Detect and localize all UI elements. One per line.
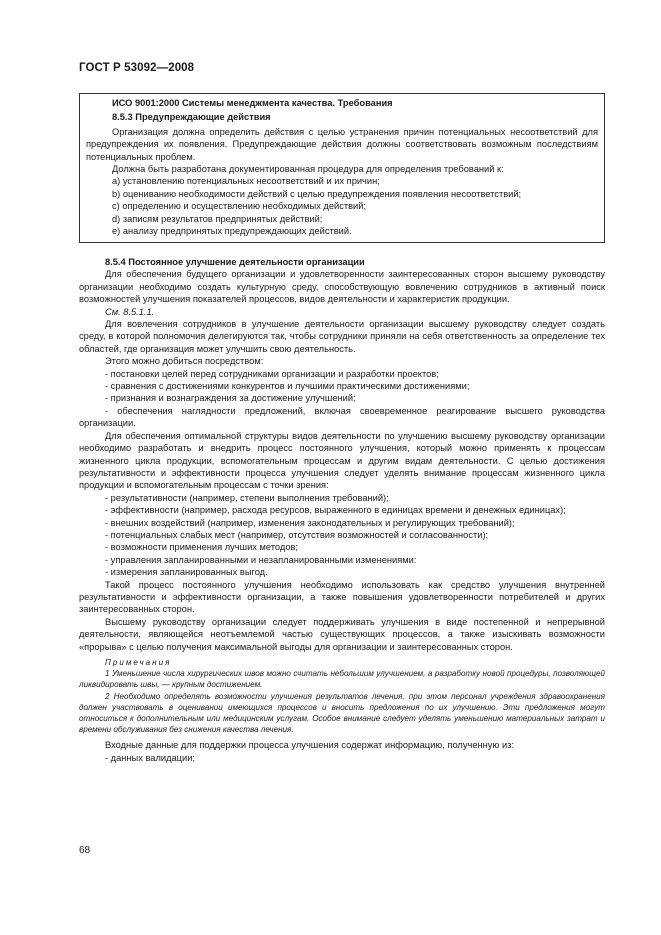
box-title: ИСО 9001:2000 Системы менеджмента качества. Требования xyxy=(112,98,393,108)
paragraph: Входные данные для поддержки процесса улучшения содержат информацию, полученную из: xyxy=(105,740,515,751)
list-item: - результативности (например, степени выполнения требований); xyxy=(105,492,389,503)
quoted-standard-box xyxy=(79,93,605,243)
box-list-item: e) анализу предпринятых предупреждающих действий. xyxy=(112,226,352,237)
list-item: - данных валидации; xyxy=(105,752,195,763)
box-paragraph: Должна быть разработана документированная процедура для определения требований к: xyxy=(112,164,504,175)
list-item: - управления запланированными и незапланированными изменениями: xyxy=(105,554,417,565)
box-list-item: c) определению и осуществлению необходимых действий; xyxy=(112,201,367,212)
page-number: 68 xyxy=(79,845,91,856)
paragraph: Этого можно добиться посредством: xyxy=(105,356,264,367)
cross-reference: См. 8.5.1.1. xyxy=(105,306,155,317)
box-list-item: d) записям результатов предпринятых действий; xyxy=(112,213,323,224)
box-section-heading: 8.5.3 Предупреждающие действия xyxy=(112,112,271,123)
note: 2 Необходимо определять возможности улучшения результатов лечения, при этом персонал учреждения здравоохранения должен участвовать в оценивании имеющихся процессов и вносить предложения по их улучшению. Эти предложения могут относиться к дополнительным или медицинским услугам. Особое внимание следует уделять уменьшению материальных затрат и времени обслуживания без снижения качества лечения. xyxy=(79,691,605,735)
paragraph: Высшему руководству организации следует поддерживать улучшения в виде постепенной и непрерывной деятельности, являющейся неотъемлемой частью существующих процессов, а также изыскивать возможности «прорыва» с целью получения максимальной выгоды для организации и заинтересованных сторон. xyxy=(79,616,605,652)
main-content xyxy=(79,256,605,764)
list-item: - сравнения с достижениями конкурентов и лучшими практическими достижениями; xyxy=(105,381,470,392)
box-list-item: a) установлению потенциальных несоответствий и их причин; xyxy=(112,176,380,187)
document-header: ГОСТ Р 53092—2008 xyxy=(79,62,195,74)
box-list-item: b) оцениванию необходимости действий с целью предупреждения появления несоответствий; xyxy=(112,188,522,199)
list-item: - потенциальных слабых мест (например, отсутствия возможностей и согласованности); xyxy=(105,529,489,540)
paragraph: Такой процесс постоянного улучшения необходимо использовать как средство улучшения внутренней результативности и эффективности организации, а также повышения удовлетворенности потребителей и других заинтересованных сторон. xyxy=(79,579,605,615)
list-item: - эффективности (например, расхода ресурсов, выраженного в единицах времени и денежных единицах); xyxy=(105,505,566,516)
paragraph: Для вовлечения сотрудников в улучшение деятельности организации высшему руководству следует создать среду, в которой полномочия делегируются так, чтобы сотрудники приняли на себя ответственность за определение тех областей, где организация может улучшить свою деятельность. xyxy=(79,319,605,354)
list-item: - обеспечения наглядности предложений, включая своевременное реагирование высшего руководства организации. xyxy=(79,405,605,429)
note: 1 Уменьшение числа хирургических швов можно считать небольшим улучшением, а разработку новой процедуры, позволяющей ликвидировать швы, — крупным достижением. xyxy=(79,669,605,690)
paragraph: Для обеспечения оптимальной структуры видов деятельности по улучшению высшему руководству организации необходимо разработать и внедрить процесс постоянного улучшения, который можно применять к процессам жизненного цикла продукции, вспомогательным процессам и другим видам деятельности. С целью достижения результативности и эффективности процесса улучшения следует уделять внимание процессам жизненного цикла продукции и вспомогательным процессам с точки зрения: xyxy=(79,430,605,491)
box-paragraph: Организация должна определить действия с целью устранения причин потенциальных несоответствий для предупреждения их появления. Предупреждающие действия должны соответствовать возможным последствиям потенциальных проблем. xyxy=(86,126,598,162)
list-item: - признания и вознаграждения за достижение улучшений; xyxy=(105,393,356,404)
list-item: - внешних воздействий (например, изменения законодательных и регулирующих требований); xyxy=(105,517,515,528)
list-item: - постановки целей перед сотрудниками организации и разработки проектов; xyxy=(105,368,439,379)
paragraph: Для обеспечения будущего организации и удовлетворенности заинтересованных сторон высшему руководству организации необходимо создать культурную среду, способствующую вовлечению сотрудников в активный поиск возможностей улучшения показателей процессов, видов деятельности и характеристик продукции. xyxy=(79,269,605,305)
list-item: - измерения запланированных выгод. xyxy=(105,567,268,578)
section-heading: 8.5.4 Постоянное улучшение деятельности организации xyxy=(105,257,365,267)
list-item: - возможности применения лучших методов; xyxy=(105,542,299,553)
notes-title: Примечания xyxy=(105,658,172,667)
